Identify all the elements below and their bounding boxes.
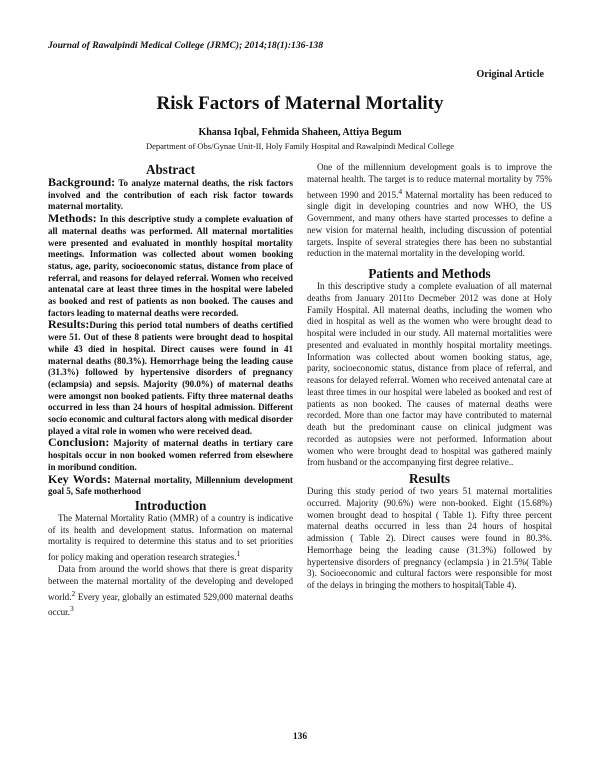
right-intro-paragraph — [307, 162, 552, 260]
abstract-methods — [48, 213, 293, 319]
results-heading: Results — [408, 471, 451, 487]
background-label: Background: — [48, 175, 116, 189]
right-intro-text: One of the millennium development goals is to improve the maternal health. The target is to reduce maternal mortality by 75% between 1990 and 2015. — [307, 162, 552, 200]
introduction-paragraph-2 — [48, 564, 293, 619]
methods-label: Methods: — [48, 211, 97, 226]
intro-p2-text: Data from around the world shows that there is great disparity between the maternal mortality of the developing and developed world. — [48, 564, 293, 602]
introduction-heading: Introduction — [134, 497, 207, 513]
results-text: During this period total numbers of deaths certified were 51. Out of these 8 patients were brought dead to hospital while 43 died in hospital. Direct causes were found in 41 maternal deaths (80.3%). Hemorrhage being the leading cause (31.3%) followed by hypertensive disorders of pregnancy (eclampsia) and sepsis. Majority (90.0%) of maternal deaths were amongst non booked patients. Fifty three maternal deaths occurred in less than 24 hours of hospital admission. Different socio economic and cultural factors along with medical disorder played a vital role in women who were received dead. — [48, 320, 293, 436]
page-number: 136 — [292, 732, 308, 742]
affiliation: Department of Obs/Gynae Unit-II, Holy Family Hospital and Rawalpindi Medical College — [145, 141, 455, 151]
intro-ref-1: 1 — [236, 549, 241, 559]
methods-text: In this descriptive study a complete evaluation of all maternal deaths was performed. All maternal mortalities were presented and evaluated in monthly hospital mortality meetings. Information was collected about women booking status, age, parity, socioeconomic status, distance from place of referral, and reasons for delayed referral. Women who received antenatal care at least three times in the hospital were labeled as booked and rest of patients as non booked. The causes and factors leading to maternal deaths were recorded. — [48, 214, 293, 318]
introduction-paragraph-1 — [48, 513, 293, 564]
left-column — [48, 162, 293, 619]
right-intro-cont: Maternal mortality has been reduced to single digit in developing countries and now WHO, the US Government, and many others have started processes to define a new vision for maternal health, including discussion of potential targets. Inspite of several strategies there has been no substantial reduction in the maternal mortality in the developing world. — [307, 189, 552, 259]
right-column — [307, 162, 552, 592]
article-title: Risk Factors of Maternal Mortality — [156, 93, 444, 114]
conclusion-text: Majority of maternal deaths in tertiary care hospitals occur in non booked women referred from elsewhere in moribund condition. — [48, 438, 293, 472]
abstract-heading: Abstract — [145, 162, 196, 177]
right-intro-ref: 4 — [398, 186, 403, 196]
keywords-text: Maternal mortality, Millennium development goal 5, Safe motherhood — [48, 474, 293, 497]
methods-paragraph: In this descriptive study a complete evaluation of all maternal deaths from January 2011to Decmeber 2012 was done at Holy Family Hospital. All maternal deaths, including the women who died in hospital as well as the women who were brought dead to hospital were included in our study. All maternal mortalities were presented and evaluated in monthly hospital mortality meetings. Information was collected about women booking status, age, parity, socioeconomic status, distance from place of referral, and reasons for delayed referral. Women who received antenatal care at least three times in our hospital were labeled as booked and rest of patients as non booked. The causes of maternal deaths were recorded. More than one factor may have contributed to maternal death but the predominant cause on clinical judgment was recorded as autopsies were not performed. Information about women who were brought dead to hospital was gathered mainly from husband or the accompanying first degree relative.. — [307, 281, 552, 468]
intro-p1-text: The Maternal Mortality Ratio (MMR) of a country is indicative of its health and development status. Information on maternal mortality is required to determine this status and to set priorities for policy making and operation research strategies. — [48, 512, 293, 563]
abstract-results — [48, 319, 293, 437]
abstract-keywords — [48, 471, 293, 498]
abstract-conclusion — [48, 437, 293, 473]
intro-ref-3: 3 — [69, 604, 74, 614]
results-paragraph: During this study period of two years 51 maternal mortalities occurred. Majority (90.6%) were non-booked. Eight (15.68%) women brought dead to hospital ( Table 1). Fifty three percent maternal deaths occurred in less than 24 hours of hospital admission ( Table 2). Direct causes were found in 80.3%. Hemorrhage being the leading cause (31.3%) followed by hypertensive disorders of pregnancy (eclampsia ) in 21.5%( Table 3). Socioeconomic and cultural factors were responsible for most of the delays in bringing the mothers to hospital(Table 4). — [307, 486, 552, 591]
methods-heading: Patients and Methods — [368, 266, 491, 282]
intro-ref-2: 2 — [71, 588, 76, 598]
journal-citation: Journal of Rawalpindi Medical College (JRMC); 2014;18(1):136-138 — [48, 40, 324, 51]
results-label: Results: — [48, 317, 90, 332]
conclusion-label: Conclusion: — [48, 435, 110, 450]
article-type-label: Original Article — [476, 69, 544, 80]
background-text: To analyze maternal deaths, the risk factors involved and the contribution of each risk factor towards maternal mortality. — [48, 178, 293, 212]
author-list: Khansa Iqbal, Fehmida Shaheen, Attiya Begum — [198, 127, 402, 138]
intro-p2-cont: Every year, globally an estimated 529,000 maternal deaths occur. — [48, 591, 293, 618]
abstract-background — [48, 177, 293, 213]
keywords-label: Key Words: — [48, 471, 111, 486]
